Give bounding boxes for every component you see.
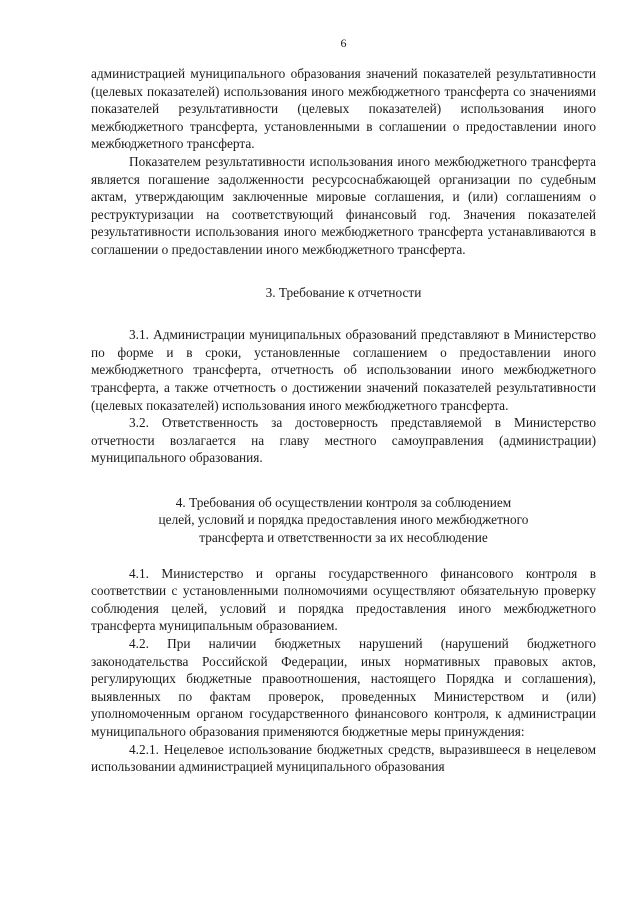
paragraph-continuation: администрацией муниципального образования значений показателей результативности (целевых показателей) использования иного межбюджетного трансферта со значениями показателей результативности (целевых показателей) использования иного межбюджетного трансферта, установленными в соглашении о предоставлении иного межбюджетного трансферта. [91, 66, 596, 152]
page-number: 6 [340, 36, 347, 50]
paragraph-indicator: Показателем результативности использования иного межбюджетного трансферта является погашение задолженности ресурсоснабжающей организации по судебным актам, утверждающим заключенные мировые соглашения, и (или) соглашениям о реструктуризации на соответствующий финансовый год. Значения показателей результативности использования иного межбюджетного трансферта устанавливаются в соглашении о предоставлении иного межбюджетного трансферта. [91, 153, 596, 257]
section-4-title-line: 4. Требования об осуществлении контроля за соблюдением [175, 494, 512, 510]
clause-4-2-1: 4.2.1. Нецелевое использование бюджетных средств, выразившееся в нецелевом использовании администрацией муниципального образования [91, 741, 596, 775]
document-body [91, 65, 596, 776]
clause-4-2: 4.2. При наличии бюджетных нарушений (нарушений бюджетного законодательства Российской Федерации, иных нормативных правовых актов, регулирующих бюджетные правоотношения, настоящего Порядка и соглашения), выявленных по фактам проверок, проведенных Министерством и (или) уполномоченным органом государственного финансового контроля, к администрации муниципального образования применяются бюджетные меры принуждения: [91, 636, 596, 739]
clause-3-1: 3.1. Администрации муниципальных образований представляют в Министерство по форме и в сроки, установленные соглашением о предоставлении иного межбюджетного трансферта, отчетность об использовании иного межбюджетного трансферта, а также отчетность о достижении значений показателей результативности (целевых показателей) использования иного межбюджетного трансферта. [91, 327, 596, 413]
section-4-title [91, 494, 596, 547]
section-4-title-line: трансферта и ответственности за их несоблюдение [199, 530, 488, 546]
section-3-title: 3. Требование к отчетности [265, 284, 422, 300]
clause-4-1: 4.1. Министерство и органы государственного финансового контроля в соответствии с установленными полномочиями осуществляют обязательную проверку соблюдения целей, условий и порядка предоставления иного межбюджетного трансферта муниципальным образованием. [91, 565, 596, 634]
section-4-title-line: целей, условий и порядка предоставления иного межбюджетного [158, 512, 529, 528]
clause-3-2: 3.2. Ответственность за достоверность представляемой в Министерство отчетности возлагается на главу местного самоуправления (администрации) муниципального образования. [91, 415, 596, 466]
